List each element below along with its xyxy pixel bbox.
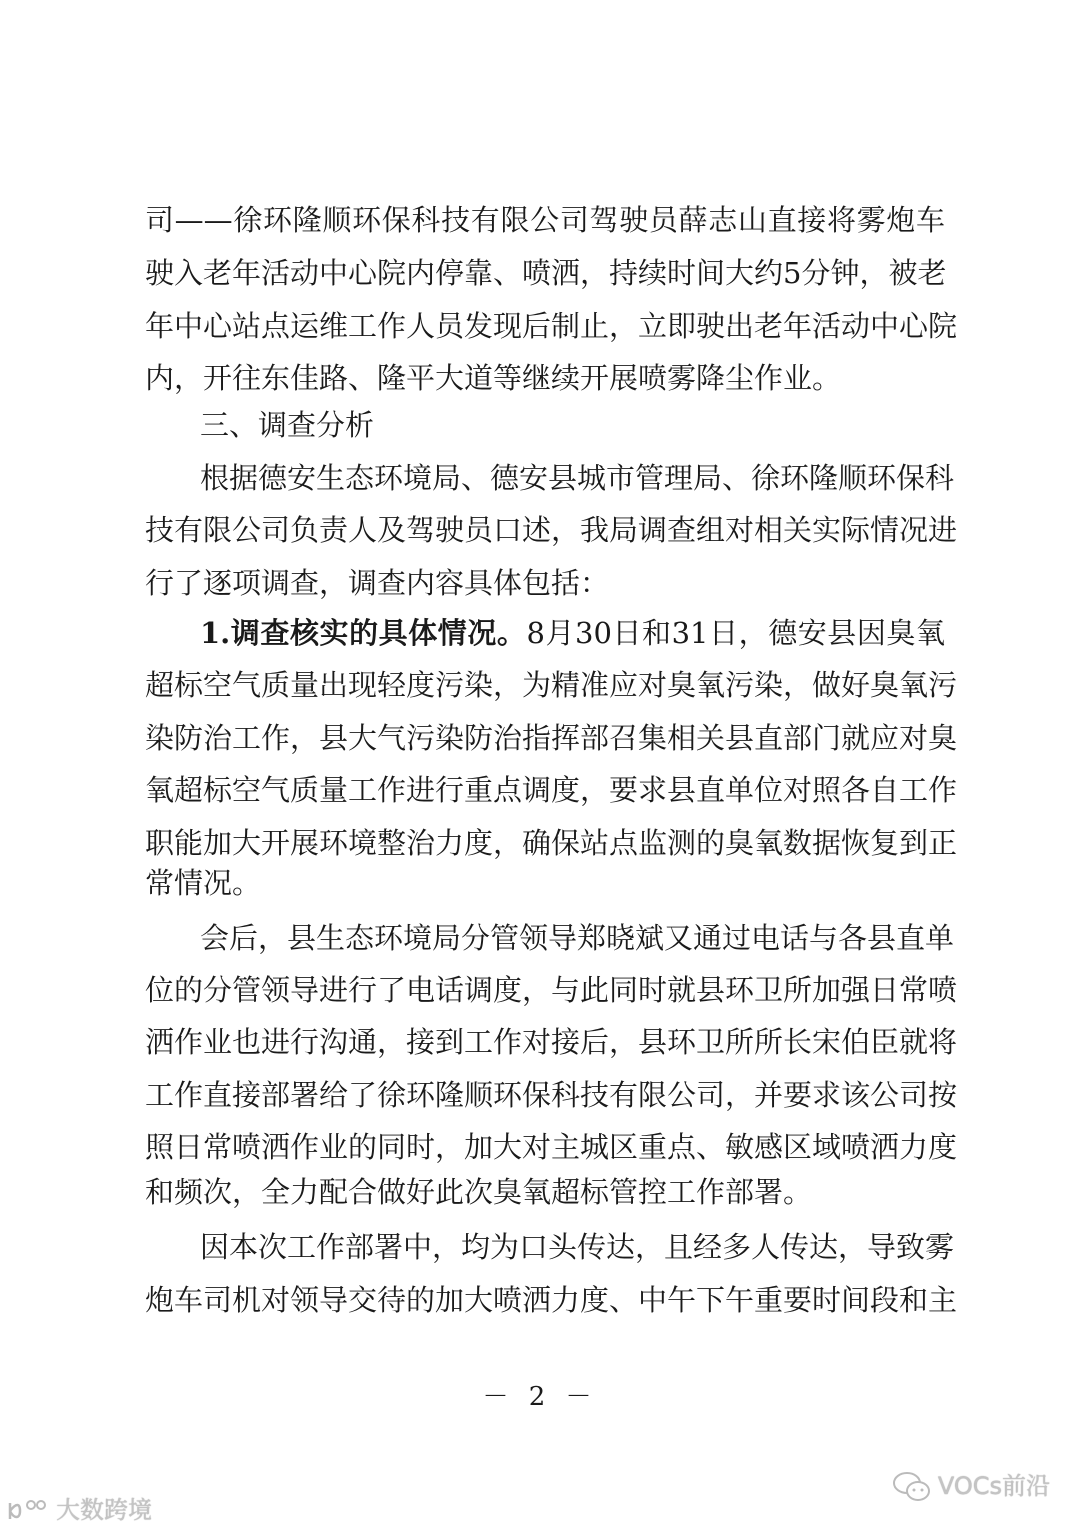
text-line: 根据德安生态环境局、德安县城市管理局、徐环隆顺环保科	[200, 461, 955, 495]
text-line: 因本次工作部署中，均为口头传达，且经多人传达，导致雾	[200, 1230, 955, 1264]
text-line: 洒作业也进行沟通，接到工作对接后，县环卫所所长宋伯臣就将	[145, 1025, 958, 1059]
wechat-icon	[892, 1470, 932, 1504]
subheading: 1.调查核实的具体情况。	[200, 616, 527, 650]
text-line: 常情况。	[145, 866, 262, 900]
text-line: 超标空气质量出现轻度污染，为精准应对臭氧污染，做好臭氧污	[145, 668, 958, 702]
section-heading: 三、调查分析	[200, 408, 375, 442]
text-line: 司——徐环隆顺环保科技有限公司驾驶员薛志山直接将雾炮车	[145, 203, 945, 237]
text-line	[200, 613, 945, 653]
logo-icon	[6, 1499, 50, 1523]
text-line: 内，开往东佳路、隆平大道等继续开展喷雾降尘作业。	[145, 361, 842, 395]
text-line: 氧超标空气质量工作进行重点调度，要求县直单位对照各自工作	[145, 773, 958, 807]
text-line: 行了逐项调查，调查内容具体包括：	[145, 566, 610, 600]
watermark-left	[6, 1490, 152, 1525]
text-line: 会后，县生态环境局分管领导郑晓斌又通过电话与各县直单	[200, 921, 955, 955]
text-line: 工作直接部署给了徐环隆顺环保科技有限公司，并要求该公司按	[145, 1078, 958, 1112]
text-line: 位的分管领导进行了电话调度，与此同时就县环卫所加强日常喷	[145, 973, 958, 1007]
text-line: 年中心站点运维工作人员发现后制止，立即驶出老年活动中心院	[145, 309, 958, 343]
text-line: 驶入老年活动中心院内停靠、喷洒，持续时间大约5分钟，被老	[145, 256, 947, 290]
page-number: － 2 －	[482, 1382, 598, 1412]
text-line: 技有限公司负责人及驾驶员口述，我局调查组对相关实际情况进	[145, 513, 958, 547]
watermark-text: 大数跨境	[56, 1496, 152, 1524]
text-span: 8月30日和31日，德安县因臭氧	[526, 616, 945, 650]
text-line: 照日常喷洒作业的同时，加大对主城区重点、敏感区域喷洒力度	[145, 1130, 958, 1164]
watermark-text: VOCs前沿	[937, 1472, 1050, 1500]
text-line: 炮车司机对领导交待的加大喷洒力度、中午下午重要时间段和主	[145, 1283, 958, 1317]
text-line: 职能加大开展环境整治力度，确保站点监测的臭氧数据恢复到正	[145, 826, 958, 860]
text-line: 和频次，全力配合做好此次臭氧超标管控工作部署。	[145, 1175, 813, 1209]
text-line: 染防治工作，县大气污染防治指挥部召集相关县直部门就应对臭	[145, 721, 958, 755]
watermark-right	[892, 1466, 1050, 1504]
